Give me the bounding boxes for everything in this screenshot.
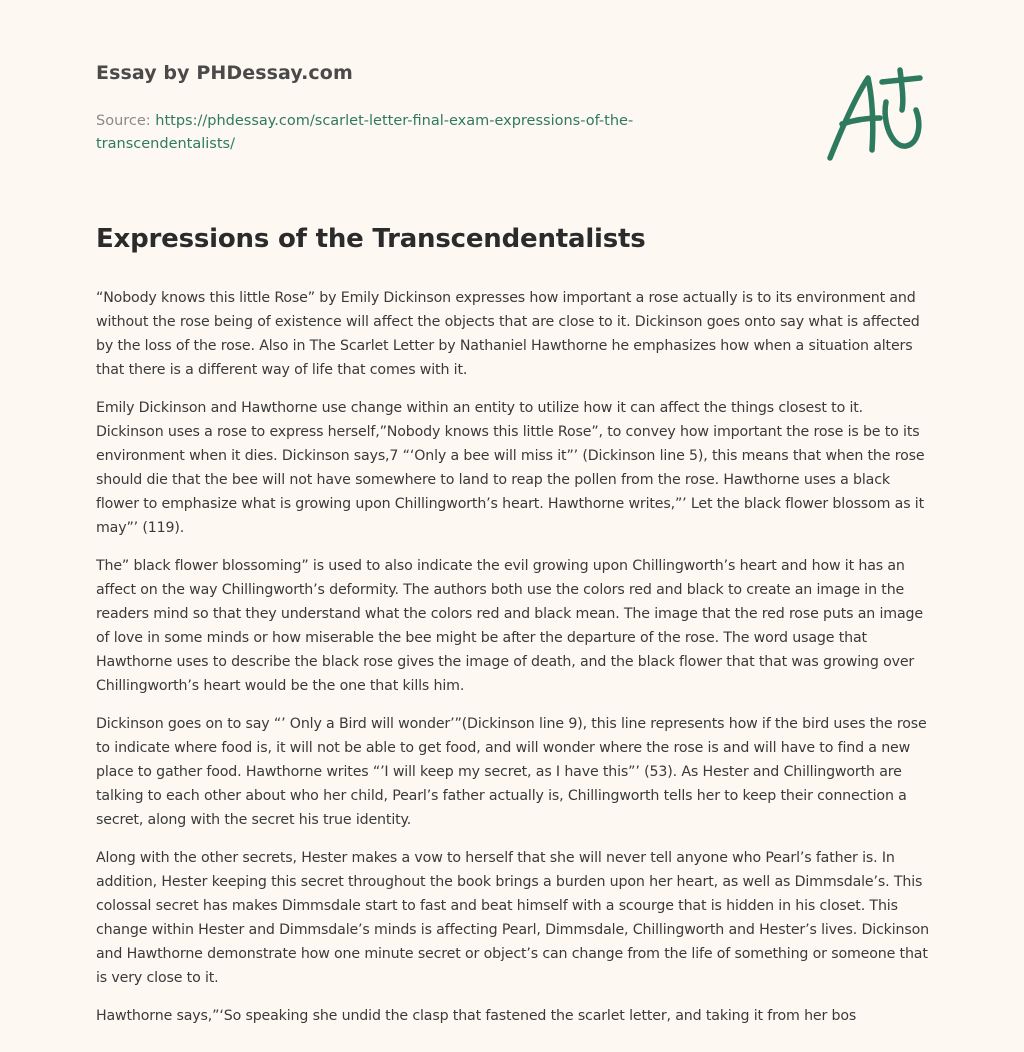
source-line xyxy=(96,110,736,156)
essay-paragraph: “Nobody knows this little Rose” by Emily Dickinson expresses how important a rose actually is to its environment and without the rose being of existence will affect the objects that are close to it. Dickinson goes onto say what is affected by the loss of the rose. Also in The Scarlet Letter by Nathaniel Hawthorne he emphasizes how when a situation alters that there is a different way of life that comes with it. xyxy=(96,290,920,378)
essay-paragraph: Hawthorne says,”‘So speaking she undid the clasp that fastened the scarlet letter, and taking it from her bos xyxy=(96,1008,857,1024)
source-link-line-2: transcendentalists/ xyxy=(96,136,235,152)
essay-paragraph: The” black flower blossoming” is used to also indicate the evil growing upon Chillingworth’s heart and how it has an affect on the way Chillingworth’s deformity. The authors both use the colors red and black to create an image in the readers mind so that they understand what the colors red and black mean. The image that the red rose puts an image of love in some minds or how miserable the bee might be after the departure of the rose. The word usage that Hawthorne uses to describe the black rose gives the image of death, and the black flower that that was growing over Chillingworth’s heart would be the one that kills him. xyxy=(96,558,923,694)
essay-paragraph: Along with the other secrets, Hester makes a vow to herself that she will never tell anyone who Pearl’s father is. In addition, Hester keeping this secret throughout the book brings a burden upon her heart, as well as Dimmsdale’s. This colossal secret has makes Dimmsdale start to fast and beat himself with a scourge that is hidden in his closet. This change within Hester and Dimmsdale’s minds is affecting Pearl, Dimmsdale, Chillingworth and Hester’s lives. Dickinson and Hawthorne demonstrate how one minute secret or object’s can change from the life of something or someone that is very close to it. xyxy=(96,850,929,986)
a-plus-grade-icon xyxy=(822,66,926,166)
essay-title: Expressions of the Transcendentalists xyxy=(96,224,646,254)
source-link[interactable] xyxy=(96,113,633,152)
essay-body xyxy=(96,286,932,1042)
page-header xyxy=(96,62,736,156)
source-link-line-1: https://phdessay.com/scarlet-letter-final-exam-expressions-of-the- xyxy=(155,113,634,129)
site-brand: Essay by PHDessay.com xyxy=(96,62,353,84)
source-label: Source: xyxy=(96,113,156,129)
essay-paragraph: Dickinson goes on to say “’ Only a Bird will wonder’”(Dickinson line 9), this line represents how if the bird uses the rose to indicate where food is, it will not be able to get food, and will wonder where the rose is and will have to find a new place to gather food. Hawthorne writes “’I will keep my secret, as I have this”’ (53). As Hester and Chillingworth are talking to each other about who her child, Pearl’s father actually is, Chillingworth tells her to keep their connection a secret, along with the secret his true identity. xyxy=(96,716,927,828)
essay-paragraph: Emily Dickinson and Hawthorne use change within an entity to utilize how it can affect the things closest to it. Dickinson uses a rose to express herself,”Nobody knows this little Rose”, to convey how important the rose is be to its environment when it dies. Dickinson says,7 “‘Only a bee will miss it”’ (Dickinson line 5), this means that when the rose should die that the bee will not have somewhere to land to reap the pollen from the rose. Hawthorne uses a black flower to emphasize what is growing upon Chillingworth’s heart. Hawthorne writes,”’ Let the black flower blossom as it may”’ (119). xyxy=(96,400,925,536)
